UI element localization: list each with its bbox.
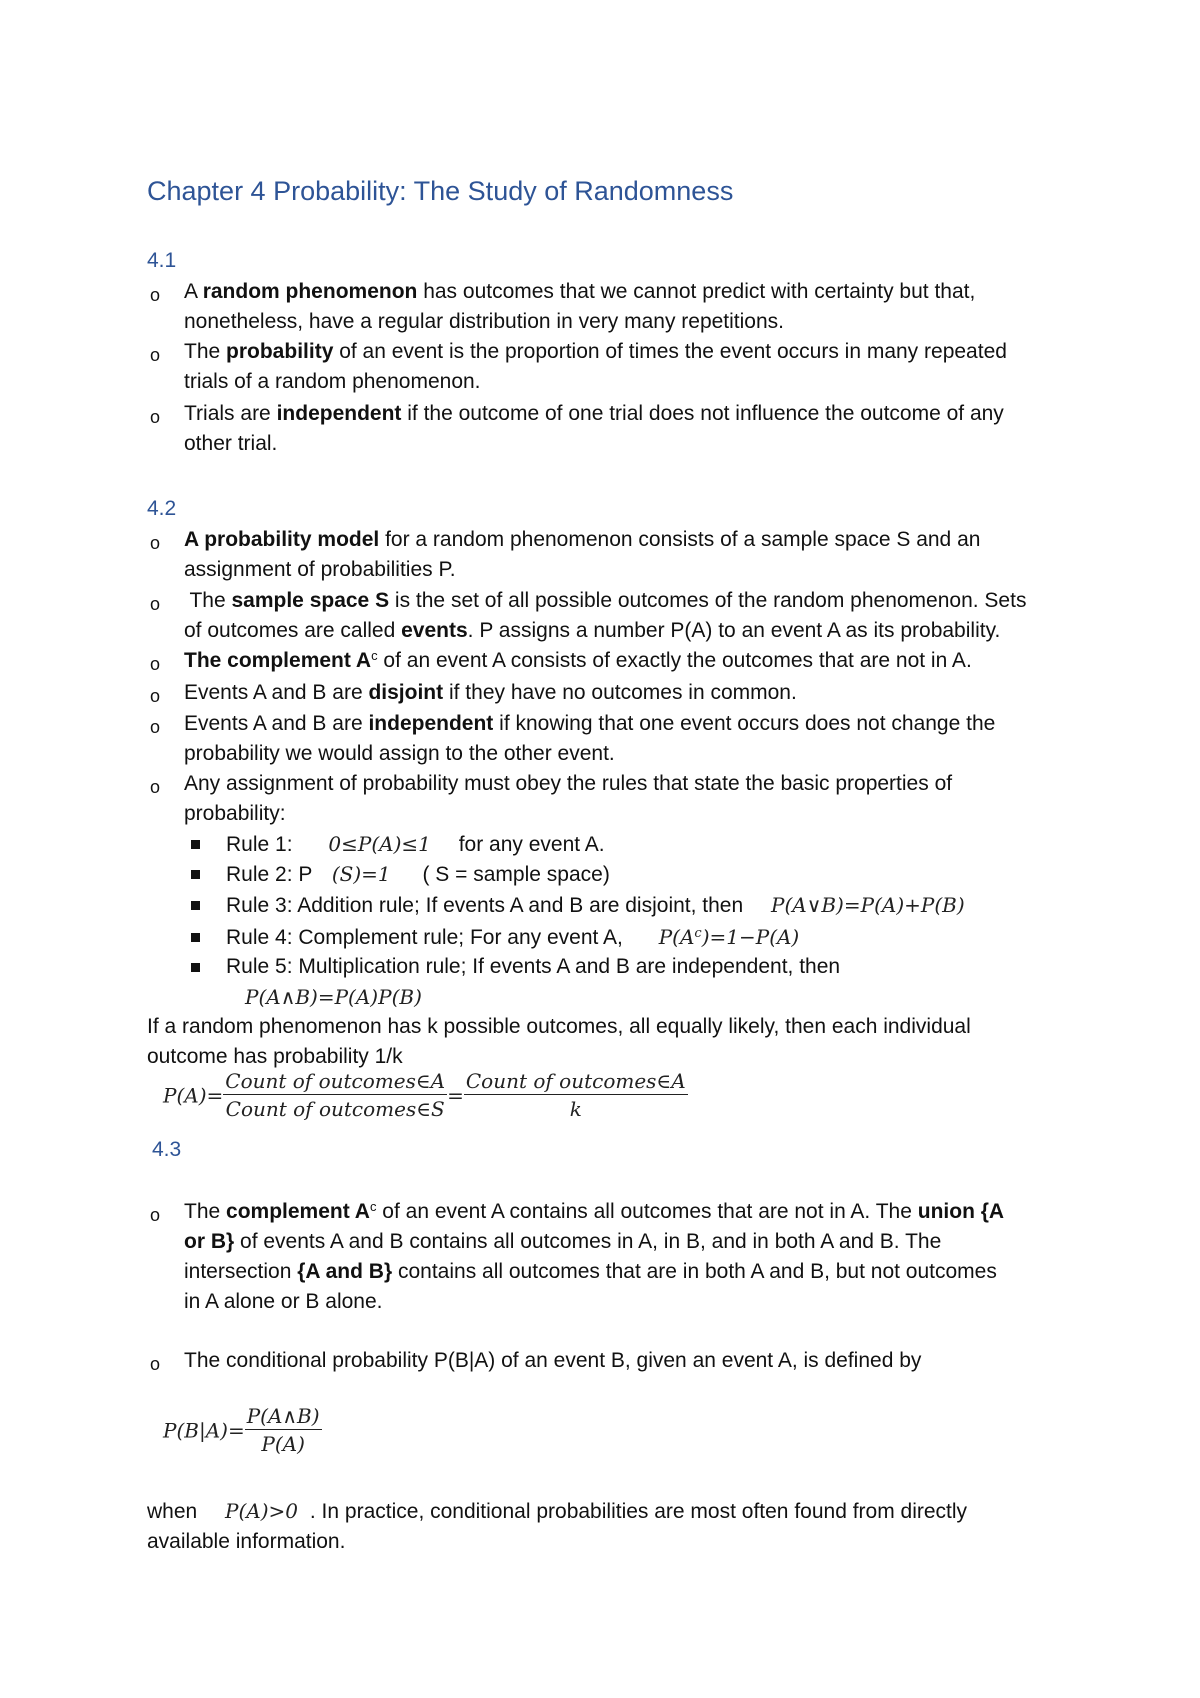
conditional-probability-formula: P(B|A)= $\frac{P(A\wedge B)}{P(A)}$ [163, 1404, 320, 1456]
list-item: A random phenomenon has outcomes that we cannot predict with certainty but that, nonetheless, have a regular distribution in very many repetitions. [184, 280, 976, 333]
term: A probability model [184, 528, 380, 551]
rule-4-math: $P(A^c)=1-P(A)$ [658, 925, 800, 949]
bullet-marker: o [150, 1354, 161, 1374]
when-math: P(A)>0 [225, 1499, 299, 1523]
list-item: The sample space S is the set of all possible outcomes of the random phenomenon. Sets of outcomes are called events. P assigns a number P(A) to an event A as its probability. [184, 589, 1027, 642]
bullet-marker: o [150, 345, 161, 365]
bullet-marker: o [150, 654, 161, 674]
list-item: A probability model for a random phenomenon consists of a sample space S and an assignment of probabilities P. [184, 528, 981, 581]
term: independent [276, 402, 402, 425]
bullet-marker: o [150, 285, 161, 305]
square-bullet-icon [191, 840, 200, 849]
term: probability [226, 340, 334, 363]
rule-4: Rule 4: Complement rule; For any event A, $P(A^c)=1-P(A)$ [226, 925, 800, 949]
section-heading-4-2: 4.2 [147, 497, 177, 520]
rule-1-math: 0≤P(A)≤1 [328, 832, 431, 856]
rule-1: Rule 1: 0≤P(A)≤1 for any event A. [226, 832, 605, 856]
list-item: The complement $A^c$ of an event A contains all outcomes that are not in A. The union {A or B} of events A and B contains all outcomes in A, in B, and in both A and B. The intersection {A and B} contains all outcomes that are in both A and B, but not outcomes in A alone or B alone. [184, 1199, 1005, 1313]
rule-2: Rule 2: P (S)=1 ( S = sample space) [226, 862, 610, 886]
term: union {A [917, 1200, 1005, 1223]
term: events [401, 619, 468, 642]
bullet-marker: o [150, 407, 161, 427]
term: complement A [226, 1200, 370, 1223]
list-item: Any assignment of probability must obey the rules that state the basic properties of probability: [184, 772, 953, 825]
equally-likely-formula: P(A)= $\frac{\text{Count of outcomes∈A}}{\text{Count of outcomes∈S}}$ = $\frac{\text{Count of outcomes∈A}}{k}$ [163, 1069, 686, 1121]
square-bullet-icon [191, 901, 200, 910]
rule-5: Rule 5: Multiplication rule; If events A and B are independent, then [226, 955, 841, 978]
term: random phenomenon [202, 280, 418, 303]
square-bullet-icon [191, 933, 200, 942]
page-title: Chapter 4 Probability: The Study of Randomness [147, 176, 734, 206]
term: independent [368, 712, 494, 735]
section-heading-4-1: 4.1 [147, 249, 177, 272]
term: {A and B} [297, 1260, 393, 1283]
term: The complement A [184, 649, 372, 672]
bullet-marker: o [150, 686, 161, 706]
rule-3: Rule 3: Addition rule; If events A and B are disjoint, then P(A∨B)=P(A)+P(B) [226, 893, 965, 917]
rule-3-math: P(A∨B)=P(A)+P(B) [771, 893, 965, 917]
bullet-marker: o [150, 777, 161, 797]
rule-2-math: (S)=1 [331, 862, 391, 886]
term: or B} [184, 1230, 235, 1253]
bullet-marker: o [150, 1205, 161, 1225]
list-item: The complement $A^c$ of an event A consists of exactly the outcomes that are not in A. [184, 648, 972, 672]
bullet-marker: o [150, 533, 161, 553]
bullet-marker: o [150, 594, 161, 614]
list-item: The conditional probability P(B|A) of an event B, given an event A, is defined by [184, 1349, 922, 1372]
conditional-note: when P(A)>0 . In practice, conditional probabilities are most often found from directly available information. [147, 1499, 968, 1553]
term: sample space S [231, 589, 390, 612]
list-item: Trials are independent if the outcome of one trial does not influence the outcome of any other trial. [184, 402, 1004, 455]
bullet-marker: o [150, 717, 161, 737]
term: disjoint [368, 681, 444, 704]
list-item: Events A and B are independent if knowing that one event occurs does not change the probability we would assign to the other event. [184, 712, 996, 765]
list-item: Events A and B are disjoint if they have no outcomes in common. [184, 681, 797, 704]
equally-likely-paragraph: If a random phenomenon has k possible outcomes, all equally likely, then each individual outcome has probability 1/k [147, 1015, 971, 1068]
list-item: The probability of an event is the proportion of times the event occurs in many repeated trials of a random phenomenon. [184, 340, 1007, 393]
rule-5-math: P(A∧B)=P(A)P(B) [245, 985, 422, 1009]
square-bullet-icon [191, 870, 200, 879]
section-heading-4-3: 4.3 [152, 1138, 182, 1161]
square-bullet-icon [191, 963, 200, 972]
